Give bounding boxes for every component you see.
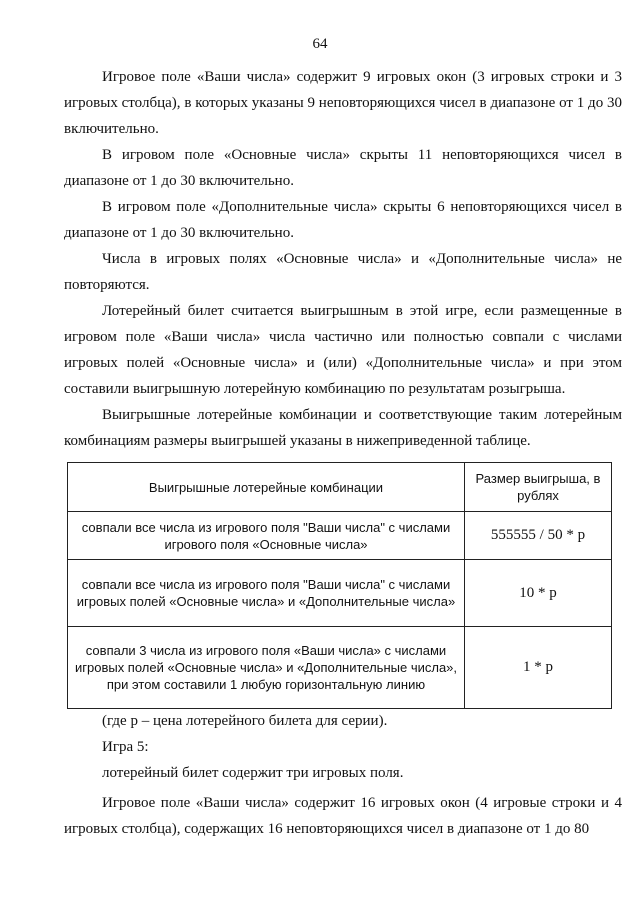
table-row (68, 512, 612, 560)
prize-table (67, 462, 612, 709)
paragraph-main-numbers-field: В игровом поле «Основные числа» скрыты 11 неповторяющихся чисел в диапазоне от 1 до 30 включительно. (64, 147, 622, 189)
paragraph-table-intro: Выигрышные лотерейные комбинации и соответствующие таким лотерейным комбинациям размеры выигрышей указаны в нижеприведенной таблице. (64, 407, 622, 449)
table-cell-combination: совпали 3 числа из игрового поля «Ваши числа» с числами игровых полей «Основные числа» и «Дополнительные числа», при этом составили 1 любую горизонтальную линию (68, 627, 465, 709)
table-cell-amount: 10 * р (465, 560, 612, 627)
table-cell-combination: совпали все числа из игрового поля "Ваши числа" с числами игровых полей «Основные числа» и «Дополнительные числа» (68, 560, 465, 627)
paragraph-game-5-your-numbers: Игровое поле «Ваши числа» содержит 16 игровых окон (4 игровые строки и 4 игровых столбца), содержащих 16 неповторяющихся чисел в диапазоне от 1 до 80 (64, 795, 622, 837)
table-header-prize-size: Размер выигрыша, в рублях (465, 463, 612, 512)
table-cell-amount: 1 * р (465, 627, 612, 709)
game-5-heading: Игра 5: (102, 739, 149, 755)
price-note: (где р – цена лотерейного билета для серии). (102, 713, 388, 729)
paragraph-winning-condition: Лотерейный билет считается выигрышным в этой игре, если размещенные в игровом поле «Ваши числа» числа частично или полностью совпали с числами игровых полей «Основные числа» и (или) «Дополнительные числа» и при этом составили выигрышную лотерейную комбинацию по результатам розыгрыша. (64, 303, 622, 397)
paragraph-additional-numbers-field: В игровом поле «Дополнительные числа» скрыты 6 неповторяющихся чисел в диапазоне от 1 до 30 включительно. (64, 199, 622, 241)
table-cell-combination: совпали все числа из игрового поля "Ваши числа" с числами игрового поля «Основные числа» (68, 512, 465, 560)
paragraph-your-numbers-field: Игровое поле «Ваши числа» содержит 9 игровых окон (3 игровых строки и 3 игровых столбца), в которых указаны 9 неповторяющихся чисел в диапазоне от 1 до 30 включительно. (64, 69, 622, 137)
table-header-row (68, 463, 612, 512)
table-row (68, 560, 612, 627)
table-row (68, 627, 612, 709)
table-header-combinations: Выигрышные лотерейные комбинации (68, 463, 465, 512)
game-5-ticket-fields: лотерейный билет содержит три игровых поля. (102, 765, 404, 781)
paragraph-numbers-not-repeated: Числа в игровых полях «Основные числа» и «Дополнительные числа» не повторяются. (64, 251, 622, 293)
page-number: 64 (312, 36, 328, 52)
table-cell-amount: 555555 / 50 * р (465, 512, 612, 560)
